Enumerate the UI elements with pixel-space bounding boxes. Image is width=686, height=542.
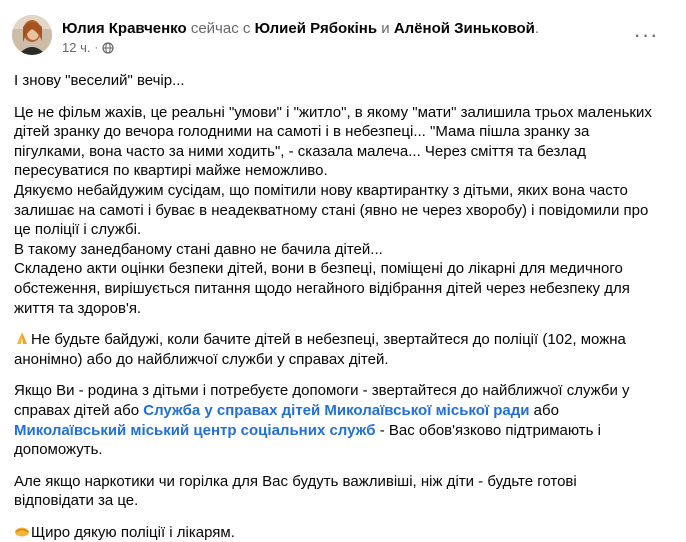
header-end: . bbox=[534, 20, 540, 37]
more-options-icon[interactable]: ··· bbox=[633, 22, 659, 47]
paragraph-4 bbox=[14, 381, 654, 459]
post-timestamp[interactable]: 12 ч. bbox=[62, 40, 91, 55]
author-name[interactable]: Юлия Кравченко bbox=[62, 20, 187, 37]
post-header bbox=[62, 19, 539, 38]
post-body bbox=[14, 71, 654, 542]
paragraph-3-text: Не будьте байдужі, коли бачите дітей в небезпеці, звертайтеся до поліції (102, можна анонімно) або до найближчої служби у справах дітей. bbox=[14, 331, 626, 368]
paragraph-2b: Дякуємо небайдужим сусідам, що помітили нову квартирантку з дітьми, яких вона часто залишає на самоті і буває в неадекватному стані (явно не через хворобу) і повідомили про це поліції і службі. bbox=[14, 181, 649, 239]
author-avatar[interactable] bbox=[12, 15, 52, 55]
meta-separator: · bbox=[94, 42, 99, 54]
handshake-icon bbox=[14, 523, 30, 539]
paragraph-2d: Складено акти оцінки безпеки дітей, вони в безпеці, поміщені до лікарні для медичного обстеження, вирішується питання щодо негайного відібрання дітей через небезпеку для життя та здоров'я. bbox=[14, 260, 630, 317]
tagged-person-2[interactable]: Алёной Зиньковой bbox=[393, 20, 535, 37]
paragraph-6-text: Щиро дякую поліції і лікарям. bbox=[31, 523, 235, 541]
paragraph-5: Але якщо наркотики чи горілка для Вас будуть важливіші, ніж діти - будьте готові відповідати за це. bbox=[14, 472, 577, 510]
post-meta bbox=[62, 40, 114, 56]
paragraph-1: І знову "веселий" вечір... bbox=[14, 72, 185, 89]
praying-hands-icon bbox=[14, 330, 30, 346]
header-and-text: и bbox=[377, 20, 394, 37]
paragraph-6 bbox=[14, 523, 654, 542]
paragraph-3 bbox=[14, 330, 654, 369]
paragraph-2a: Це не фільм жахів, це реальні "умови" і "житло", в якому "мати" залишила трьох маленьких дітей зранку до вечора голодними на самоті і в небезпеці... "Мама пішла зранку за пігулками, вона часто за ними ходить", - сказала малеча... Через сміття та безлад пересуватися по квартирі майже неможливо. bbox=[14, 103, 652, 180]
link-social-services-center[interactable]: Миколаївський міський центр соціальних служб bbox=[14, 421, 376, 439]
paragraph-4-text-c: - Вас обов'язково підтримають і допоможуть. bbox=[14, 421, 601, 459]
paragraph-4-text-b: або bbox=[529, 401, 559, 419]
paragraph-2c: В такому занедбаному стані давно не бачила дітей... bbox=[14, 240, 383, 258]
globe-icon[interactable] bbox=[102, 42, 114, 54]
tagged-person-1[interactable]: Юлией Рябокінь bbox=[254, 20, 378, 37]
paragraph-4-text-a: Якщо Ви - родина з дітьми і потребуєте допомоги - звертайтеся до найближчої служби у справах дітей або bbox=[14, 382, 630, 419]
link-children-service[interactable]: Служба у справах дітей Миколаївської міської ради bbox=[143, 401, 530, 419]
header-with-text: сейчас с bbox=[186, 20, 255, 37]
